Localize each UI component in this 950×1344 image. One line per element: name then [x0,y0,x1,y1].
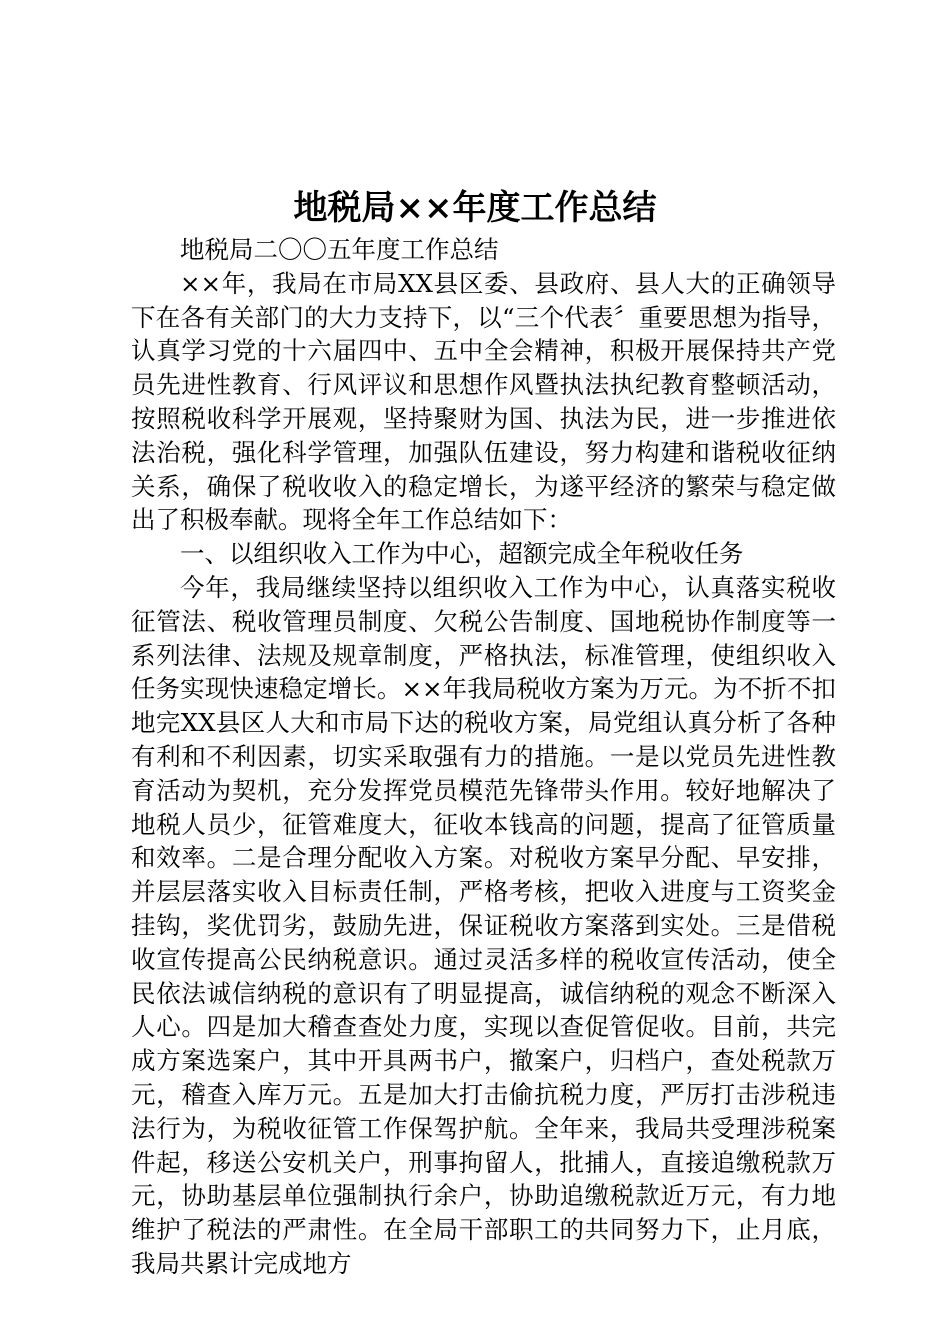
document-body [131,233,836,1281]
intro-paragraph: ××年，我局在市局XX县区委、县政府、县人大的正确领导下在各有关部门的大力支持下，以“三个代表〞重要思想为指导，认真学习党的十六届四中、五中全会精神，积极开展保持共产党员先进性教育、行风评议和思想作风暨执法执纪教育整顿活动，按照税收科学开展观，坚持聚财为国、执法为民，进一步推进依法治税，强化科学管理，加强队伍建设，努力构建和谐税收征纳关系，确保了税收收入的稳定增长，为遂平经济的繁荣与稳定做出了积极奉献。现将全年工作总结如下： [131,268,836,535]
document-title: 地税局××年度工作总结 [293,188,657,228]
body-paragraph: 今年，我局继续坚持以组织收入工作为中心，认真落实税收征管法、税收管理员制度、欠税公告制度、国地税协作制度等一系列法律、法规及规章制度，严格执法，标准管理，使组织收入任务实现快速稳定增长。××年我局税收方案为万元。为不折不扣地完XX县区人大和市局下达的税收方案，局党组认真分析了各种有利和不利因素，切实采取强有力的措施。一是以党员先进性教育活动为契机，充分发挥党员模范先锋带头作用。较好地解决了地税人员少，征管难度大，征收本钱高的问题，提高了征管质量和效率。二是合理分配收入方案。对税收方案早分配、早安排，并层层落实收入目标责任制，严格考核，把收入进度与工资奖金挂钩，奖优罚劣，鼓励先进，保证税收方案落到实处。三是借税收宣传提高公民纳税意识。通过灵活多样的税收宣传活动，使全民依法诚信纳税的意识有了明显提高，诚信纳税的观念不断深入人心。四是加大稽查查处力度，实现以查促管促收。目前，共完成方案选案户，其中开具两书户，撤案户，归档户，查处税款万元，稽查入库万元。五是加大打击偷抗税力度，严厉打击涉税违法行为，为税收征管工作保驾护航。全年来，我局共受理涉税案件起，移送公安机关户，刑事拘留人，批捕人，直接追缴税款万元，协助基层单位强制执行余户，协助追缴税款近万元，有力地维护了税法的严肃性。在全局干部职工的共同努力下，止月底，我局共累计完成地方 [131,572,836,1278]
section-heading: 一、以组织收入工作为中心，超额完成全年税收任务 [180,539,744,569]
subtitle-paragraph: 地税局二〇〇五年度工作总结 [180,235,499,264]
